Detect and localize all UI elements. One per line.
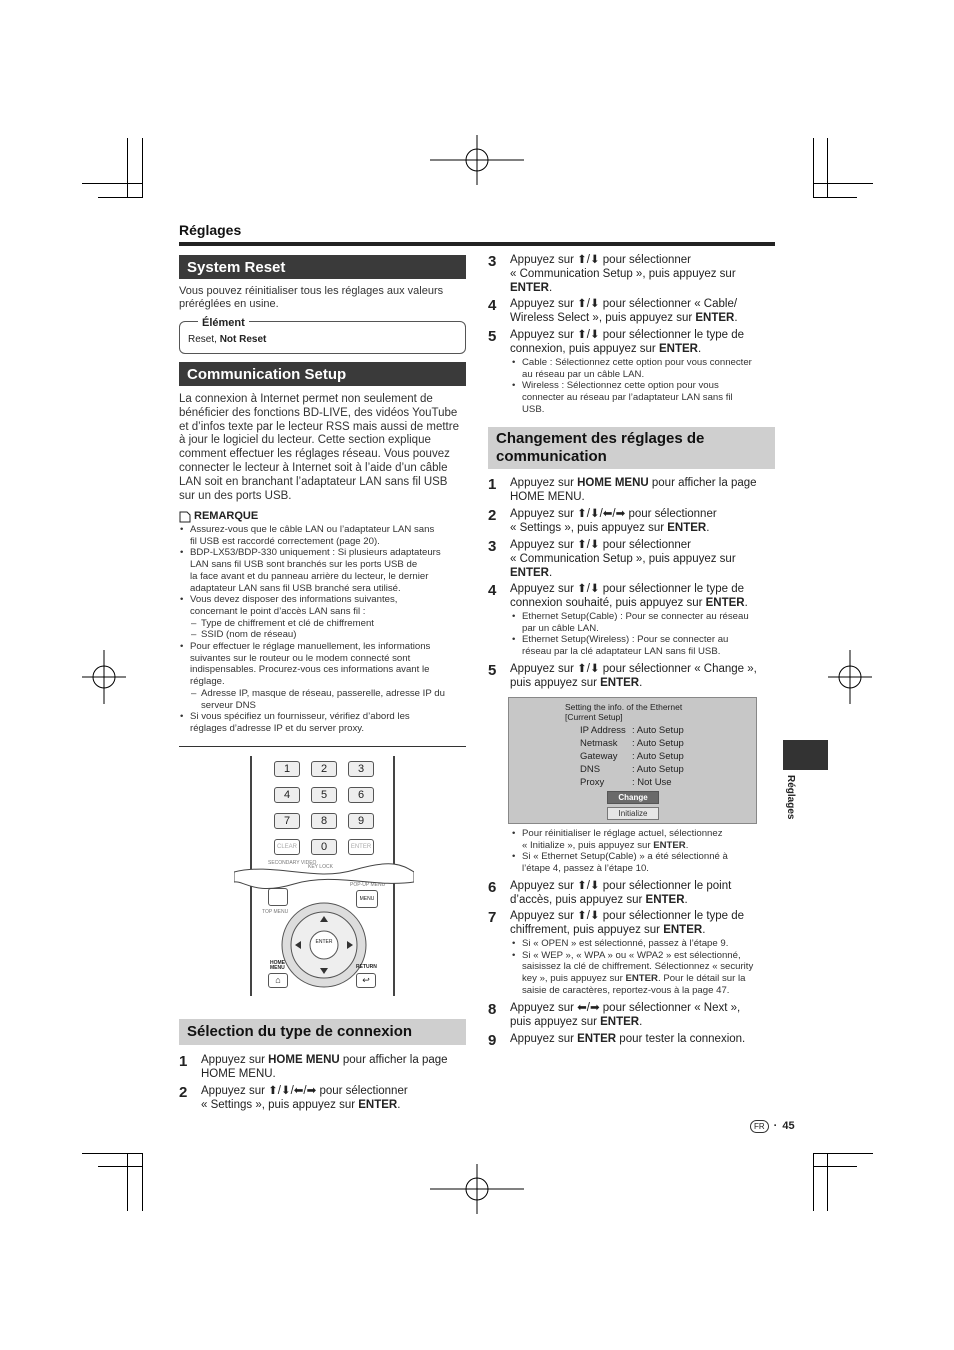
crop-mark (142, 1153, 143, 1211)
right-step-5 (488, 329, 778, 357)
setting-label: Netmask (580, 738, 618, 749)
step-number: 9 (488, 1032, 497, 1049)
step4-bullets (511, 611, 779, 658)
setting-label: DNS (580, 764, 601, 775)
crop-mark (813, 1153, 873, 1154)
remote-key: 3 (348, 761, 374, 777)
list-item: • BDP-LX53/BDP-330 uniquement : Si plusieurs adaptateurs (179, 547, 471, 559)
setting-value: : Auto Setup (632, 725, 684, 736)
list-text: ENTER (625, 973, 658, 985)
remote-key: 4 (274, 787, 300, 803)
step-text: « Communication Setup », puis appuyez sur (510, 552, 736, 565)
list-text: . Pour le détail sur la (657, 973, 746, 985)
home-icon: ⌂ (268, 973, 288, 988)
list-item: connecter au réseau par l’adaptateur LAN sans fil (522, 392, 733, 404)
step-key: ENTER (645, 893, 685, 906)
list-item: adaptateur LAN sans fil USB branché sera utilisé. (190, 582, 401, 594)
list-item: fil USB est raccordé correctement (page 20). (190, 535, 380, 547)
page-footer (750, 1120, 795, 1133)
divider (179, 746, 466, 747)
registration-mark (828, 650, 872, 704)
list-item: concernant le point d’accès LAN sans fil : (190, 605, 366, 617)
step-text: Appuyez sur ⬅/➡ pour sélectionner « Next », (510, 1002, 741, 1014)
setting-label: Gateway (580, 751, 618, 762)
step-key: ENTER (658, 342, 698, 355)
element-values (188, 334, 266, 346)
step-number: 3 (488, 253, 497, 270)
change-step-2 (488, 508, 778, 536)
step-key: ENTER (510, 281, 549, 294)
side-tab (783, 740, 828, 770)
list-item: la face avant et du panneau arrière du lecteur, le dernier (190, 570, 429, 582)
step-number: 4 (488, 582, 497, 599)
step-number: 4 (488, 297, 497, 314)
step-text: pour afficher la page (339, 1054, 448, 1066)
step5-bullets (511, 357, 779, 416)
step-text: . (548, 281, 553, 294)
crop-mark (813, 1166, 857, 1167)
remote-key: 1 (274, 761, 300, 777)
step-key: ENTER (695, 311, 735, 324)
step-key: ENTER (577, 1033, 617, 1045)
registration-mark (82, 650, 126, 704)
key-lock-label: KEY LOCK (308, 864, 333, 870)
top-menu-label: TOP MENU (262, 909, 289, 915)
step-text: . (639, 1015, 643, 1028)
step-key: ENTER (600, 676, 640, 689)
crop-mark (813, 183, 873, 184)
step-text: Wireless Select », puis appuyez sur (510, 311, 696, 324)
list-item: au réseau par un câble LAN. (522, 368, 645, 380)
list-item: saisissez la clé de chiffrement. Sélectionnez « security (522, 961, 754, 973)
list-item: serveur DNS (201, 699, 256, 711)
tear-decoration (234, 860, 414, 890)
list-text: « Initialize », puis appuyez sur (522, 839, 654, 851)
change-step-8 (488, 1002, 778, 1030)
step-key: ENTER (600, 1015, 640, 1028)
remote-key: 8 (311, 813, 337, 829)
element-values-bold: Not Reset (219, 334, 267, 345)
list-item: LAN sans fil USB sont branchés sur les ports USB de (190, 559, 418, 571)
secondary-video-label: SECONDARY VIDEO (268, 860, 317, 866)
remarque-notes (179, 524, 471, 735)
step-text: Appuyez sur (510, 477, 578, 489)
home-menu-label: HOME MENU (270, 960, 285, 971)
screen-bullets (511, 828, 779, 875)
step-text: . (548, 566, 553, 579)
step-text: Appuyez sur ⬆/⬇ pour sélectionner « Cable/ (510, 298, 738, 310)
setting-value: : Auto Setup (632, 764, 684, 775)
list-item: • Wireless : Sélectionnez cette option pour vous (511, 380, 779, 392)
step-text: Appuyez sur (510, 1033, 578, 1045)
ethernet-setup-screen (508, 697, 757, 824)
step-text: pour tester la connexion. (616, 1033, 746, 1045)
list-item: • Pour effectuer le réglage manuellement, les informations (179, 641, 471, 653)
list-item: réglages d’adresse IP et du server proxy. (190, 722, 365, 734)
change-step-5 (488, 663, 778, 691)
step-text: connexion, puis appuyez sur (510, 342, 659, 355)
step-text: connexion souhaité, puis appuyez sur (510, 596, 706, 609)
step-text: HOME MENU. (201, 1067, 276, 1080)
step-text: Appuyez sur (201, 1054, 269, 1066)
list-item: • Si « WEP », « WPA » ou « WPA2 » est sélectionné, (511, 950, 779, 962)
list-item: • Ethernet Setup(Cable) : Pour se connecter au réseau (511, 611, 779, 623)
step-number: 1 (179, 1053, 188, 1070)
step-key: HOME MENU (577, 477, 649, 489)
step-text: Appuyez sur ⬆/⬇ pour sélectionner (510, 254, 692, 266)
registration-mark (430, 135, 524, 185)
setting-value: : Not Use (632, 777, 672, 788)
selection-step-1 (179, 1054, 469, 1082)
element-box (179, 317, 466, 354)
list-text: ENTER (653, 839, 686, 851)
step-number: 2 (179, 1084, 188, 1101)
change-step-6 (488, 880, 778, 908)
communication-setup-title: Communication Setup (179, 362, 466, 386)
step-number: 5 (488, 662, 497, 679)
step-text: « Communication Setup », puis appuyez sur (510, 267, 736, 280)
communication-setup-intro (179, 393, 471, 503)
change-step-7 (488, 910, 778, 938)
crop-mark (827, 138, 828, 198)
intro-line: et d’infos texte par le lecteur RSS mais aussi de mettre (179, 420, 459, 433)
step-key: ENTER (510, 566, 549, 579)
step-text: . (697, 342, 702, 355)
element-values-plain: Reset, (188, 334, 217, 345)
list-item: suivantes sur le routeur ou le modem connecté sont (190, 652, 411, 664)
change-step-9 (488, 1033, 778, 1048)
step-key: ENTER (667, 521, 707, 534)
footer-separator: · (773, 1120, 778, 1132)
intro-line: LAN soit en branchant l’adaptateur LAN sans fil USB (179, 475, 448, 488)
list-item: • Ethernet Setup(Wireless) : Pour se connecter au (511, 634, 779, 646)
list-item: • Assurez-vous que le câble LAN ou l’adaptateur LAN sans (179, 524, 471, 536)
step-text: . (684, 893, 688, 906)
intro-line: La connexion à Internet permet non seulement de (179, 393, 433, 405)
step-text: . (702, 923, 706, 936)
change-step-1 (488, 477, 778, 505)
changement-title-line: Changement des réglages de (496, 430, 705, 447)
crop-mark (82, 183, 142, 184)
remote-key: 0 (311, 839, 337, 855)
dpad-icon (280, 901, 368, 989)
intro-line: sur un des ports USB. (179, 489, 292, 502)
list-item: saisie de caractères, reportez-vous à la page 47. (522, 984, 730, 996)
right-step-3 (488, 254, 778, 295)
intro-line: à jour le logiciel du lecteur. Cette section explique (179, 434, 431, 447)
header-rule (179, 242, 775, 246)
remote-key: 7 (274, 813, 300, 829)
setting-label: Proxy (580, 777, 605, 788)
list-item: réseau par la clé adaptateur LAN sans fil USB. (522, 646, 721, 658)
selection-step-2 (179, 1085, 469, 1113)
remote-key: 5 (311, 787, 337, 803)
remarque-label: REMARQUE (194, 510, 259, 522)
remarque-heading (179, 510, 258, 523)
list-item: • Si « Ethernet Setup(Cable) » a été sélectionné à (511, 851, 779, 863)
crop-mark (813, 1153, 814, 1211)
list-text: key », puis appuyez sur (522, 973, 626, 985)
list-item: – SSID (nom de réseau) (179, 629, 471, 641)
system-reset-title: System Reset (179, 255, 466, 279)
section-header: Réglages (179, 222, 242, 238)
system-reset-intro: Vous pouvez réinitialiser tous les réglages aux valeurs préréglées en usine. (179, 285, 444, 311)
element-label: Élément (198, 317, 249, 330)
list-item: indispensables. Procurez-vous ces informations avant le (190, 664, 430, 676)
step-text: Appuyez sur ⬆/⬇ pour sélectionner le point (510, 880, 732, 892)
list-item: USB. (522, 403, 545, 415)
crop-mark (82, 1153, 142, 1154)
list-item: réglage. (190, 676, 225, 688)
popup-menu-label: POP-UP MENU (350, 882, 386, 888)
list-item: • Vous devez disposer des informations suivantes, (179, 594, 471, 606)
return-icon: ↩ (356, 973, 376, 988)
selection-type-title: Sélection du type de connexion (179, 1019, 466, 1045)
note-icon (179, 511, 191, 523)
crop-mark (827, 1153, 828, 1211)
step-number: 6 (488, 879, 497, 896)
changement-title (488, 427, 775, 469)
list-item: – Type de chiffrement et clé de chiffrement (179, 618, 471, 630)
step-key: ENTER (358, 1098, 398, 1111)
list-item (511, 973, 779, 985)
step-text: « Settings », puis appuyez sur (201, 1098, 359, 1111)
page-number: 45 (782, 1120, 795, 1132)
crop-mark (98, 1166, 142, 1167)
step-number: 8 (488, 1001, 497, 1018)
right-step-4 (488, 298, 778, 326)
crop-mark (127, 1153, 128, 1211)
step-text: « Settings », puis appuyez sur (510, 521, 668, 534)
step-text: pour afficher la page (648, 477, 757, 489)
remote-key: CLEAR (274, 839, 300, 855)
enter-label: ENTER (315, 939, 333, 945)
step-text: Appuyez sur ⬆/⬇ pour sélectionner le type de (510, 329, 745, 341)
step-number: 3 (488, 538, 497, 555)
intro-line: connecter le lecteur à Internet soit à l’aide d’un câble (179, 461, 448, 474)
step-text: . (397, 1098, 401, 1111)
initialize-button[interactable]: Initialize (607, 807, 659, 820)
step-text: Appuyez sur ⬆/⬇ pour sélectionner (510, 539, 692, 551)
step7-bullets (511, 938, 779, 997)
step-number: 7 (488, 909, 497, 926)
changement-title-line: communication (496, 448, 607, 465)
setting-value: : Auto Setup (632, 751, 684, 762)
crop-mark (127, 138, 128, 198)
menu-button: MENU (356, 890, 378, 908)
screen-subtitle: [Current Setup] (565, 712, 623, 722)
step-text: . (734, 311, 738, 324)
list-item: • Pour réinitialiser le réglage actuel, sélectionnez (511, 828, 779, 840)
remote-key: 6 (348, 787, 374, 803)
crop-mark (142, 138, 143, 198)
step-number: 2 (488, 507, 497, 524)
step-text: puis appuyez sur (510, 1015, 601, 1028)
step-key: HOME MENU (268, 1054, 340, 1066)
step-text: . (744, 596, 748, 609)
step-text: Appuyez sur ⬆/⬇ pour sélectionner le type de (510, 583, 745, 595)
step-key: ENTER (705, 596, 745, 609)
crop-mark (813, 197, 857, 198)
step-key: ENTER (663, 923, 703, 936)
crop-mark (98, 197, 142, 198)
remote-key: 2 (311, 761, 337, 777)
step-text: Appuyez sur ⬆/⬇ pour sélectionner « Change », (510, 663, 757, 675)
list-text: . (685, 839, 689, 851)
step-text: chiffrement, puis appuyez sur (510, 923, 664, 936)
step-text: . (639, 676, 643, 689)
intro-line: bénéficier des fonctions BD-LIVE, des vidéos YouTube (179, 406, 458, 419)
lang-badge: FR (750, 1120, 769, 1133)
crop-mark (813, 138, 814, 198)
step-text: . (706, 521, 710, 534)
setting-value: : Auto Setup (632, 738, 684, 749)
step-text: d’accès, puis appuyez sur (510, 893, 646, 906)
setting-label: IP Address (580, 725, 626, 736)
remote-key: 9 (348, 813, 374, 829)
intro-line: comment effectuer les réglages réseau. Vous pouvez (179, 448, 450, 461)
side-label: Réglages (785, 775, 796, 820)
step-text: Appuyez sur ⬆/⬇ pour sélectionner le type de (510, 910, 745, 922)
list-item: par un câble LAN. (522, 622, 599, 634)
step-number: 1 (488, 476, 497, 493)
step-text: puis appuyez sur (510, 676, 601, 689)
step-text: Appuyez sur ⬆/⬇/⬅/➡ pour sélectionner (510, 508, 717, 520)
screen-title: Setting the info. of the Ethernet (565, 702, 683, 712)
list-item (511, 840, 779, 852)
list-item: l’étape 4, passez à l’étape 10. (522, 863, 649, 875)
remote-key: ENTER (348, 839, 374, 855)
registration-mark (430, 1164, 524, 1214)
step-text: Appuyez sur ⬆/⬇/⬅/➡ pour sélectionner (201, 1085, 408, 1097)
step-text: HOME MENU. (510, 490, 585, 503)
return-label: RETURN (356, 964, 377, 970)
step-number: 5 (488, 328, 497, 345)
change-step-3 (488, 539, 778, 580)
change-button[interactable]: Change (607, 791, 659, 804)
list-item: • Cable : Sélectionnez cette option pour vous connecter (511, 357, 779, 369)
list-item: • Si « OPEN » est sélectionné, passez à l’étape 9. (511, 938, 779, 950)
change-step-4 (488, 583, 778, 611)
list-item: • Si vous spécifiez un fournisseur, vérifiez d’abord les (179, 711, 471, 723)
list-item: – Adresse IP, masque de réseau, passerelle, adresse IP du (179, 688, 471, 700)
